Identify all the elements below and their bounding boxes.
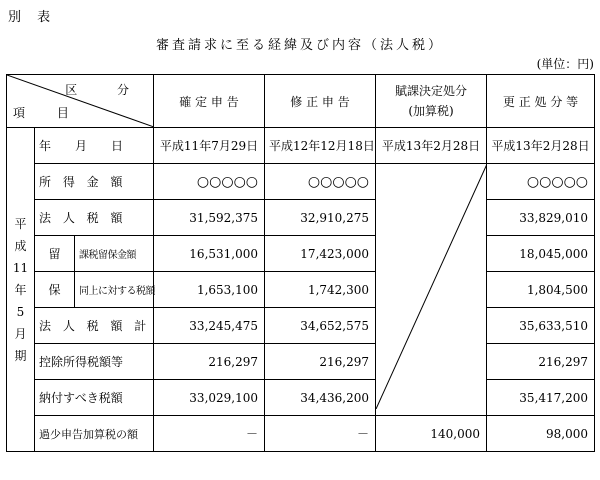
appendix-label: 別 表: [8, 10, 57, 25]
column-header-assessment-subtitle: (加算税): [408, 104, 454, 118]
row-label-corporate-tax-total: 法 人 税 額 計: [35, 308, 154, 344]
column-header-assessment-decision: [376, 75, 487, 128]
retained-group-label-2: 保: [35, 272, 75, 308]
table-cell: 34,652,575: [265, 308, 376, 344]
column-header-amended-return: 修 正 申 告: [265, 75, 376, 128]
table-cell: 34,436,200: [265, 380, 376, 416]
table-cell: 33,245,475: [154, 308, 265, 344]
table-cell: 216,297: [265, 344, 376, 380]
retained-group-label-1: 留: [35, 236, 75, 272]
fiscal-period-label: 平 成 11 年 5 月 期: [7, 128, 35, 452]
table-cell: 98,000: [487, 416, 595, 452]
assessment-blank-cell: [376, 164, 487, 416]
row-label-retained-amount: 課税留保金額: [75, 236, 154, 272]
table-row: [7, 272, 595, 308]
table-cell: ○○○○○: [487, 164, 595, 200]
table-cell: 1,742,300: [265, 272, 376, 308]
table-cell: 平成11年7月29日: [154, 128, 265, 164]
corner-item-label: 項 目: [13, 106, 83, 120]
table-cell: 216,297: [487, 344, 595, 380]
table-row: [7, 344, 595, 380]
table-cell: 216,297: [154, 344, 265, 380]
table-cell: 31,592,375: [154, 200, 265, 236]
table-row: [7, 164, 595, 200]
row-label-date: 年 月 日: [35, 128, 154, 164]
row-label-corporate-tax: 法 人 税 額: [35, 200, 154, 236]
table-cell: 35,417,200: [487, 380, 595, 416]
row-label-deducted-tax: 控除所得税額等: [35, 344, 154, 380]
row-label-income: 所 得 金 額: [35, 164, 154, 200]
table-row: [7, 200, 595, 236]
table-cell: 33,829,010: [487, 200, 595, 236]
table-row: [7, 416, 595, 452]
table-row: [7, 380, 595, 416]
table-cell: 平成13年2月28日: [487, 128, 595, 164]
tax-history-table: [6, 74, 595, 452]
table-cell: ○○○○○: [154, 164, 265, 200]
table-cell: 140,000: [376, 416, 487, 452]
table-cell: 16,531,000: [154, 236, 265, 272]
table-cell: ○○○○○: [265, 164, 376, 200]
table-row: [7, 128, 595, 164]
table-cell: 32,910,275: [265, 200, 376, 236]
header-row: [7, 75, 595, 128]
column-header-assessment-title: 賦課決定処分: [395, 84, 468, 98]
table-cell: 33,029,100: [154, 380, 265, 416]
corner-category-label: 区 分: [65, 83, 148, 97]
row-label-payable-tax: 納付すべき税額: [35, 380, 154, 416]
table-cell: 1,804,500: [487, 272, 595, 308]
table-cell: 35,633,510: [487, 308, 595, 344]
table-row: [7, 236, 595, 272]
table-cell: 17,423,000: [265, 236, 376, 272]
column-header-correction: 更 正 処 分 等: [487, 75, 595, 128]
blank-diagonal: [376, 164, 487, 409]
table-cell: －: [154, 416, 265, 452]
table-cell: 平成13年2月28日: [376, 128, 487, 164]
column-header-final-return: 確 定 申 告: [154, 75, 265, 128]
table-row: [7, 308, 595, 344]
row-label-retained-tax: 同上に対する税額: [75, 272, 154, 308]
corner-header-cell: [7, 75, 154, 128]
table-cell: 平成12年12月18日: [265, 128, 376, 164]
row-label-penalty: 過少申告加算税の額: [35, 416, 154, 452]
document-title: 審査請求に至る経緯及び内容（法人税）: [155, 38, 444, 53]
table-cell: 1,653,100: [154, 272, 265, 308]
table-cell: 18,045,000: [487, 236, 595, 272]
unit-label: (単位：円): [536, 57, 594, 71]
table-cell: －: [265, 416, 376, 452]
